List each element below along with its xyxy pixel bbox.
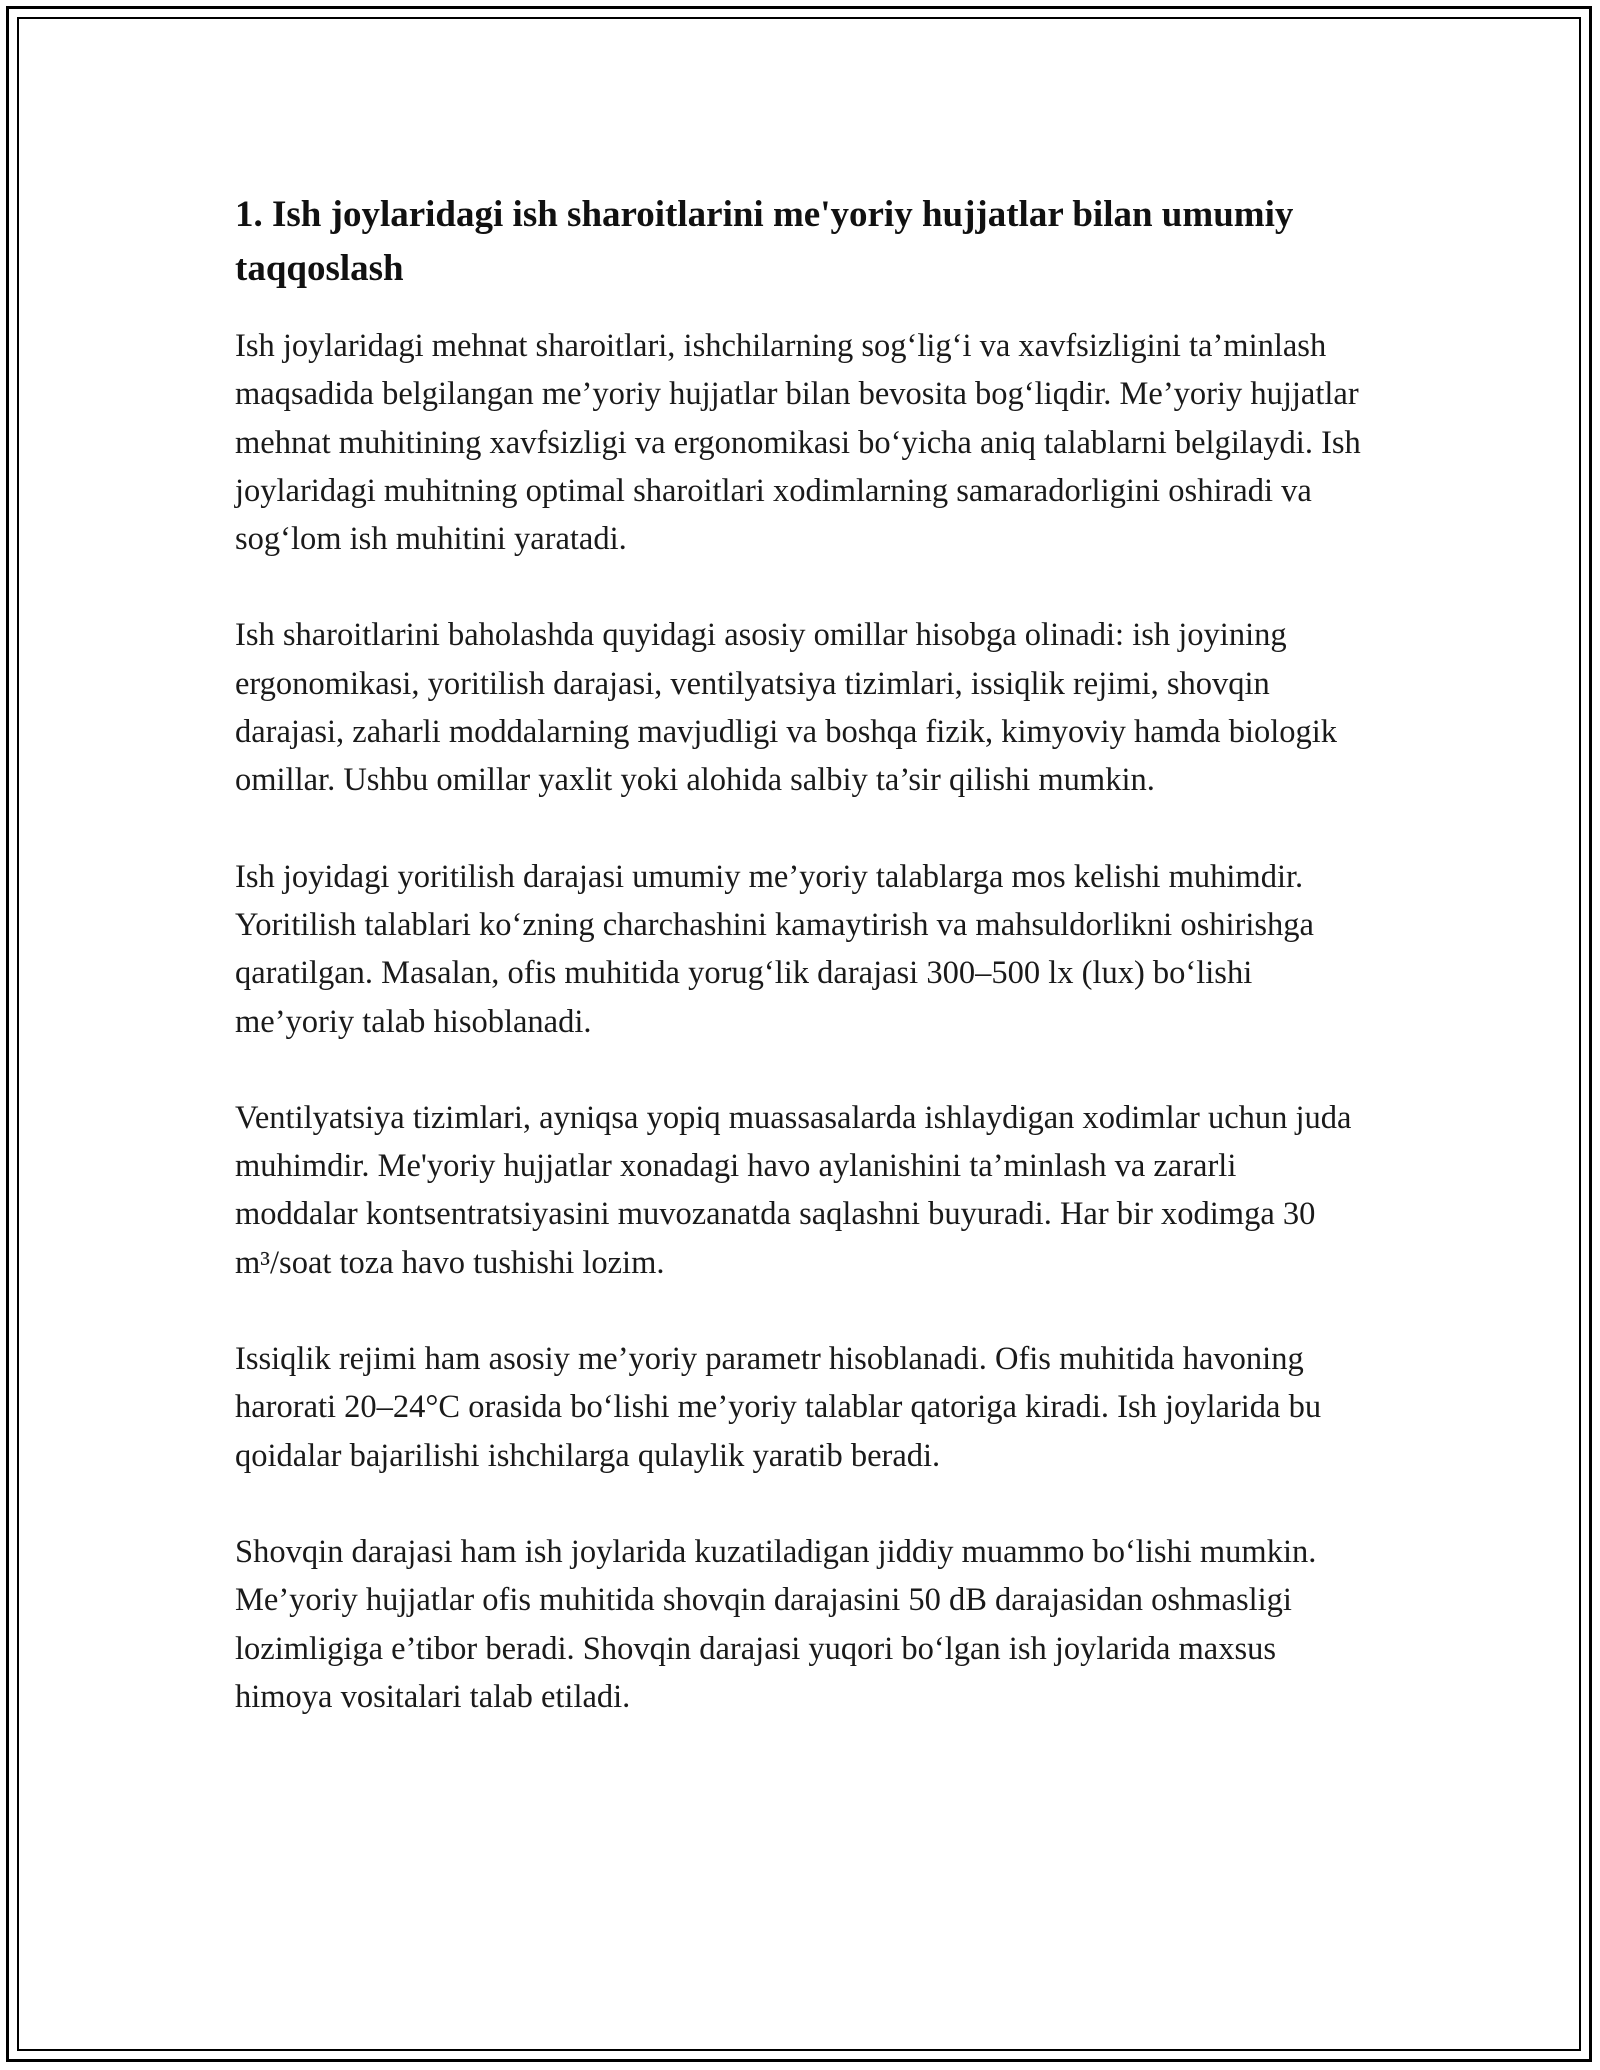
document-title: 1. Ish joylaridagi ish sharoitlarini me'yoriy hujjatlar bilan umumiy taqqoslash [235, 194, 1294, 289]
paragraph-thermal-regime: Issiqlik rejimi ham asosiy me’yoriy parametr hisoblanadi. Ofis muhitida havoning harorati 20–24°C orasida bo‘lishi me’yoriy talablar qatoriga kiradi. Ish joylarida bu qoidalar bajarilishi ishchilarga qulaylik yaratib beradi. [235, 1341, 1322, 1474]
paragraph-ventilation: Ventilyatsiya tizimlari, ayniqsa yopiq muassasalarda ishlaydigan xodimlar uchun juda muhimdir. Me'yoriy hujjatlar xonadagi havo aylanishini ta’minlash va zararli moddalar kontsentratsiyasini muvozanatda saqlashni buyuradi. Har bir xodimga 30 m³/soat toza havo tushishi lozim. [235, 1099, 1352, 1281]
paragraph-lighting: Ish joyidagi yoritilish darajasi umumiy me’yoriy talablarga mos kelishi muhimdir. Yoritilish talablari ko‘zning charchashini kamaytirish va mahsuldorlikni oshirishga qaratilgan. Masalan, ofis muhitida yorug‘lik darajasi 300–500 lx (lux) bo‘lishi me’yoriy talab hisoblanadi. [235, 858, 1314, 1040]
paragraph-noise: Shovqin darajasi ham ish joylarida kuzatiladigan jiddiy muammo bo‘lishi mumkin. Me’yoriy hujjatlar ofis muhitida shovqin darajasini 50 dB darajasidan oshmasligi lozimligiga e’tibor beradi. Shovqin darajasi yuqori bo‘lgan ish joylarida maxsus himoya vositalari talab etiladi. [235, 1533, 1317, 1715]
paragraph-working-conditions: Ish joylaridagi mehnat sharoitlari, ishchilarning sog‘lig‘i va xavfsizligini ta’minlash maqsadida belgilangan me’yoriy hujjatlar bilan bevosita bog‘liqdir. Me’yoriy hujjatlar mehnat muhitining xavfsizligi va ergonomikasi bo‘yicha aniq talablarni belgilaydi. Ish joylaridagi muhitning optimal sharoitlari xodimlarning samaradorligini oshiradi va sog‘lom ish muhitini yaratadi. [235, 328, 1361, 558]
document-body [235, 188, 1365, 1769]
paragraph-assessment-factors: Ish sharoitlarini baholashda quyidagi asosiy omillar hisobga olinadi: ish joyining ergonomikasi, yoritilish darajasi, ventilyatsiya tizimlari, issiqlik rejimi, shovqin darajasi, zaharli moddalarning mavjudligi va boshqa fizik, kimyoviy hamda biologik omillar. Ushbu omillar yaxlit yoki alohida salbiy ta’sir qilishi mumkin. [235, 617, 1338, 799]
